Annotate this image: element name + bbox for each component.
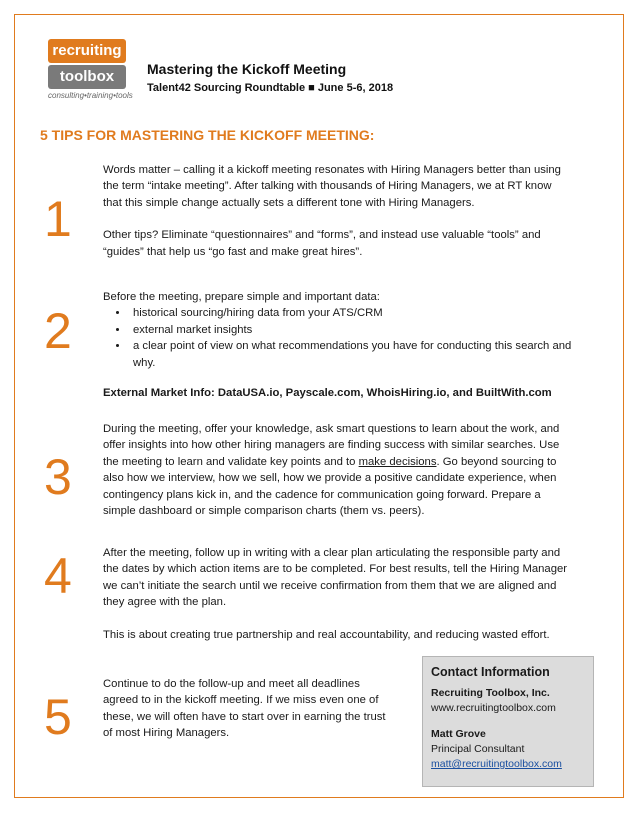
tip-1-paragraph-2: Other tips? Eliminate “questionnaires” and “forms”, and instead use valuable “tools” and “guides” that help us “go fast and make great hires”. xyxy=(103,229,541,258)
tip-3-text-a: During the meeting, offer your knowledge, ask smart questions to learn about the work, and offer insights into how other hiring managers are finding success with similar searches. Use the meeting to learn and validate key points and to xyxy=(103,423,560,468)
contact-information-box xyxy=(422,656,594,787)
tip-number-4: 4 xyxy=(44,548,72,604)
tip-3 xyxy=(103,421,573,519)
tip-number-5: 5 xyxy=(44,689,72,745)
section-heading: 5 TIPS FOR MASTERING THE KICKOFF MEETING: xyxy=(40,127,375,143)
document-subtitle: Talent42 Sourcing Roundtable ■ June 5-6, 2018 xyxy=(147,82,394,94)
tip-2 xyxy=(103,289,573,401)
tip-4 xyxy=(103,545,573,643)
logo-bottom-text: toolbox xyxy=(48,65,126,89)
list-item: • a clear point of view on what recommendations you have for conducting this search and why. xyxy=(129,338,573,371)
recruiting-toolbox-logo xyxy=(48,39,136,103)
tip-1 xyxy=(103,162,573,260)
logo-top-text: recruiting xyxy=(48,39,126,63)
tip-3-text-b: . Go beyond sourcing to also how we interview, how we sell, how we provide a positive candidate experience, when contingency plans kick in, and the cadence for communication going forward. Prepare a simple dashboard or simple comparison charts (them vs. peers). xyxy=(103,455,557,518)
tip-number-3: 3 xyxy=(44,449,72,505)
make-decisions-text: make decisions xyxy=(358,455,437,468)
contact-title: Contact Information xyxy=(431,665,550,679)
contact-name: Matt Grove xyxy=(431,728,486,740)
contact-company: Recruiting Toolbox, Inc. xyxy=(431,687,550,699)
tip-2-bullet-list xyxy=(103,305,573,371)
logo-tagline: consulting•training•tools xyxy=(48,91,133,100)
tip-2-intro: Before the meeting, prepare simple and important data: xyxy=(103,291,380,303)
tip-3-paragraph xyxy=(103,421,573,519)
tip-4-paragraph-2: This is about creating true partnership and real accountability, and reducing wasted effort. xyxy=(103,628,550,641)
contact-role: Principal Consultant xyxy=(431,743,525,755)
contact-email-link[interactable]: matt@recruitingtoolbox.com xyxy=(431,758,562,770)
tip-2-market-info: External Market Info: DataUSA.io, Payscale.com, WhoisHiring.io, and BuiltWith.com xyxy=(103,387,552,400)
list-item: • external market insights xyxy=(129,322,573,338)
tip-number-2: 2 xyxy=(44,303,72,359)
document-title: Mastering the Kickoff Meeting xyxy=(147,61,347,77)
tip-number-1: 1 xyxy=(44,191,72,247)
tip-4-paragraph-1: After the meeting, follow up in writing with a clear plan articulating the responsible party and the dates by which action items are to be completed. For best results, tell the Hiring Manager we can’t initiate the search until we receive confirmation from them that we are aligned and they agree with the plan. xyxy=(103,547,568,609)
tip-5-paragraph: Continue to do the follow-up and meet all deadlines agreed to in the kickoff meeting. If we miss even one of these, we will often have to start over in earning the trust of most Hiring Managers. xyxy=(103,678,386,740)
list-item: • historical sourcing/hiring data from your ATS/CRM xyxy=(129,305,573,321)
contact-website[interactable]: www.recruitingtoolbox.com xyxy=(431,702,556,714)
tip-1-paragraph-1: Words matter – calling it a kickoff meeting resonates with Hiring Managers better than using the term “intake meeting”. After talking with thousands of Hiring Managers, we at RT know that this simple change actually sets a different tone with Hiring Managers. xyxy=(103,164,561,209)
tip-5 xyxy=(103,676,393,742)
